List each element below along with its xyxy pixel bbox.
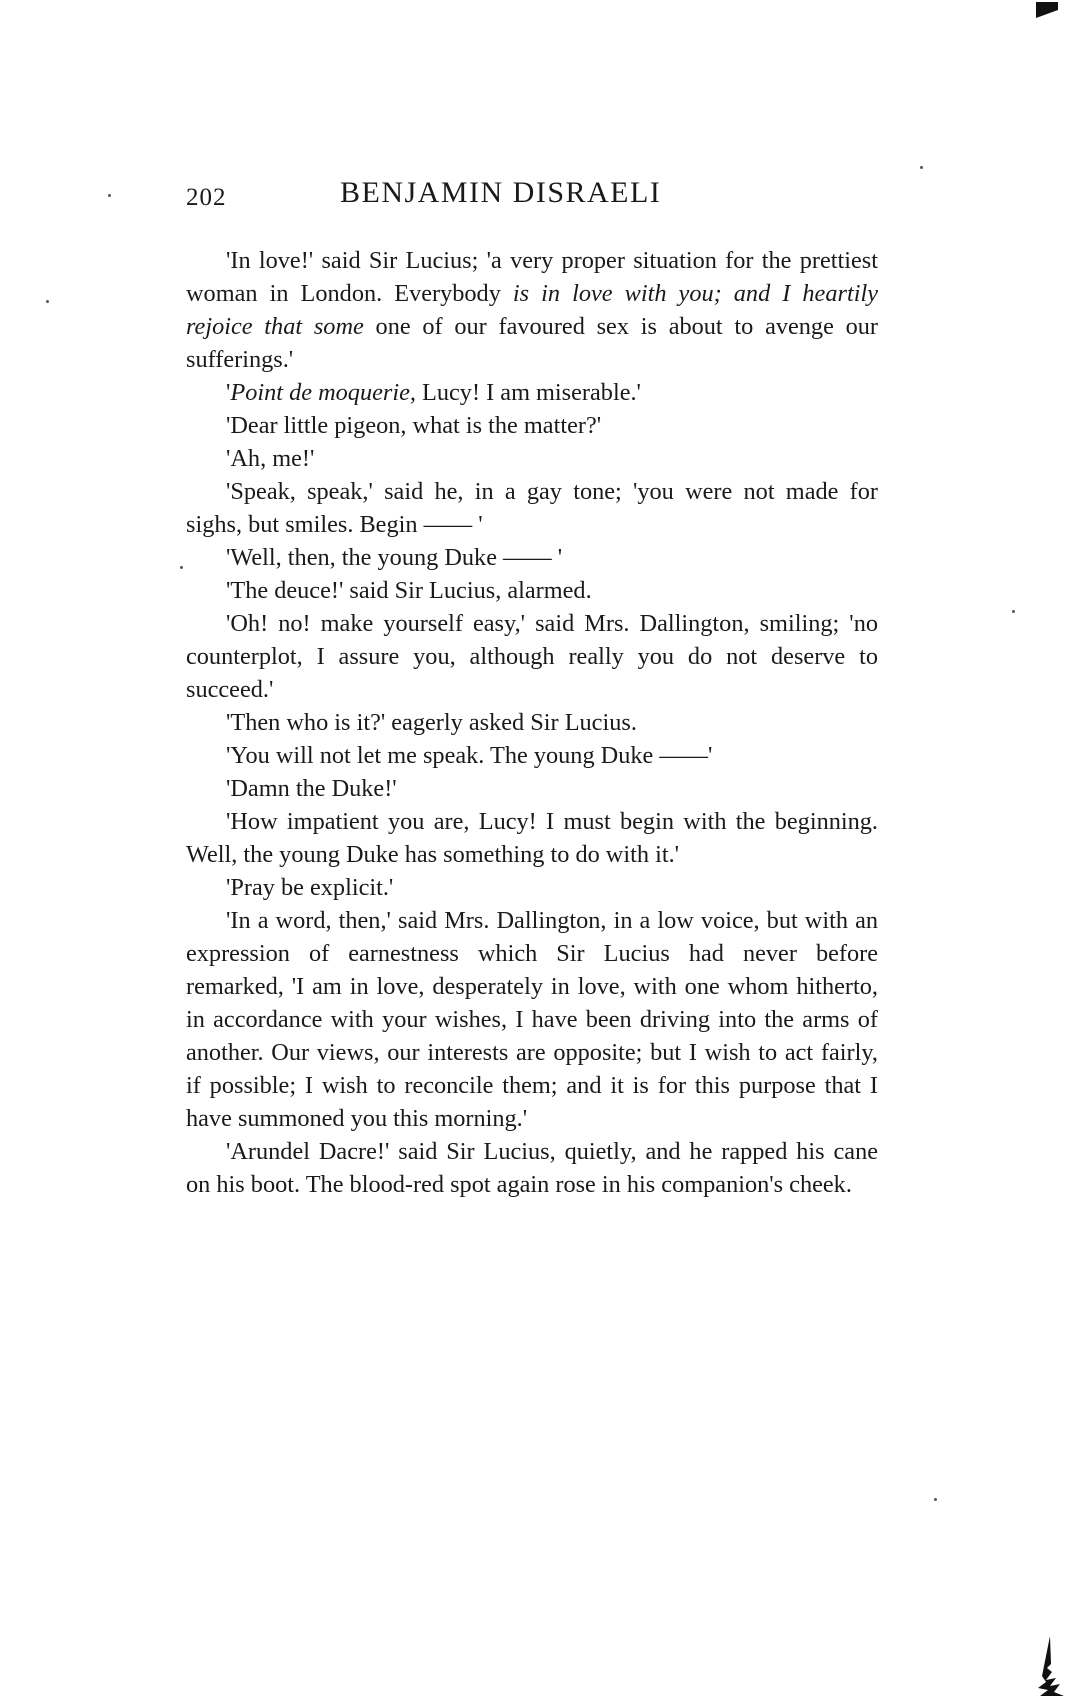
scan-speck xyxy=(1012,610,1015,613)
paragraph-italic-text: Point de moquerie, xyxy=(230,379,416,406)
paragraph-text: Lucy! I am miserable.' xyxy=(415,379,641,406)
corner-arrow-mark xyxy=(1036,2,1058,18)
paragraph-13: 'Pray be explicit.' xyxy=(226,874,394,901)
body-text xyxy=(186,244,885,1201)
paragraph-2 xyxy=(186,376,878,409)
page-header xyxy=(186,176,876,216)
paragraph-15: 'Arundel Dacre!' said Sir Lucius, quietly, and he rapped his cane on his boot. The blood-red spot again rose in his companion's cheek. xyxy=(186,1138,878,1198)
scan-speck xyxy=(180,566,183,569)
scan-speck xyxy=(108,194,111,197)
paragraph-text: one of our favoured sex is about to avenge our sufferings.' xyxy=(186,313,885,373)
paragraph-14: 'In a word, then,' said Mrs. Dallington, in a low voice, but with an expression of earnestness which Sir Lucius had never before remarked, 'I am in love, desperately in love, with one whom hitherto, in accordance with your wishes, I have been driving into the arms of another. Our views, our interests are opposite; but I wish to act fairly, if possible; I wish to reconcile them; and it is for this purpose that I have summoned you this morning.' xyxy=(186,907,878,1132)
paragraph-11: 'Damn the Duke!' xyxy=(226,775,397,802)
paragraph-6: 'Well, then, the young Duke —— ' xyxy=(226,544,563,571)
scan-speck xyxy=(46,300,49,303)
paragraph-3: 'Dear little pigeon, what is the matter?' xyxy=(226,412,602,439)
paragraph-text: ' xyxy=(226,379,231,406)
paragraph-1 xyxy=(186,244,885,376)
corner-ornament-icon xyxy=(1036,1634,1064,1698)
paragraph-7: 'The deuce!' said Sir Lucius, alarmed. xyxy=(226,577,592,604)
paragraph-4: 'Ah, me!' xyxy=(226,445,315,472)
paragraph-8: 'Oh! no! make yourself easy,' said Mrs. Dallington, smiling; 'no counterplot, I assure you, although really you do not deserve to succeed.' xyxy=(186,610,878,703)
scan-speck xyxy=(934,1498,937,1501)
scan-speck xyxy=(920,166,923,169)
paragraph-italic-text: is in love with you; and I heartily rejoice that some xyxy=(186,280,885,340)
page-number: 202 xyxy=(186,184,227,211)
paragraph-10: 'You will not let me speak. The young Duke ——' xyxy=(226,742,713,769)
paragraph-5: 'Speak, speak,' said he, in a gay tone; 'you were not made for sighs, but smiles. Begin —— ' xyxy=(186,478,878,538)
paragraph-9: 'Then who is it?' eagerly asked Sir Lucius. xyxy=(226,709,637,736)
paragraph-12: 'How impatient you are, Lucy! I must begin with the beginning. Well, the young Duke has something to do with it.' xyxy=(186,808,878,868)
running-head: BENJAMIN DISRAELI xyxy=(340,176,662,209)
paragraph-text: 'In love!' said Sir Lucius; 'a very proper situation for the prettiest woman in London. Everybody xyxy=(186,247,885,307)
